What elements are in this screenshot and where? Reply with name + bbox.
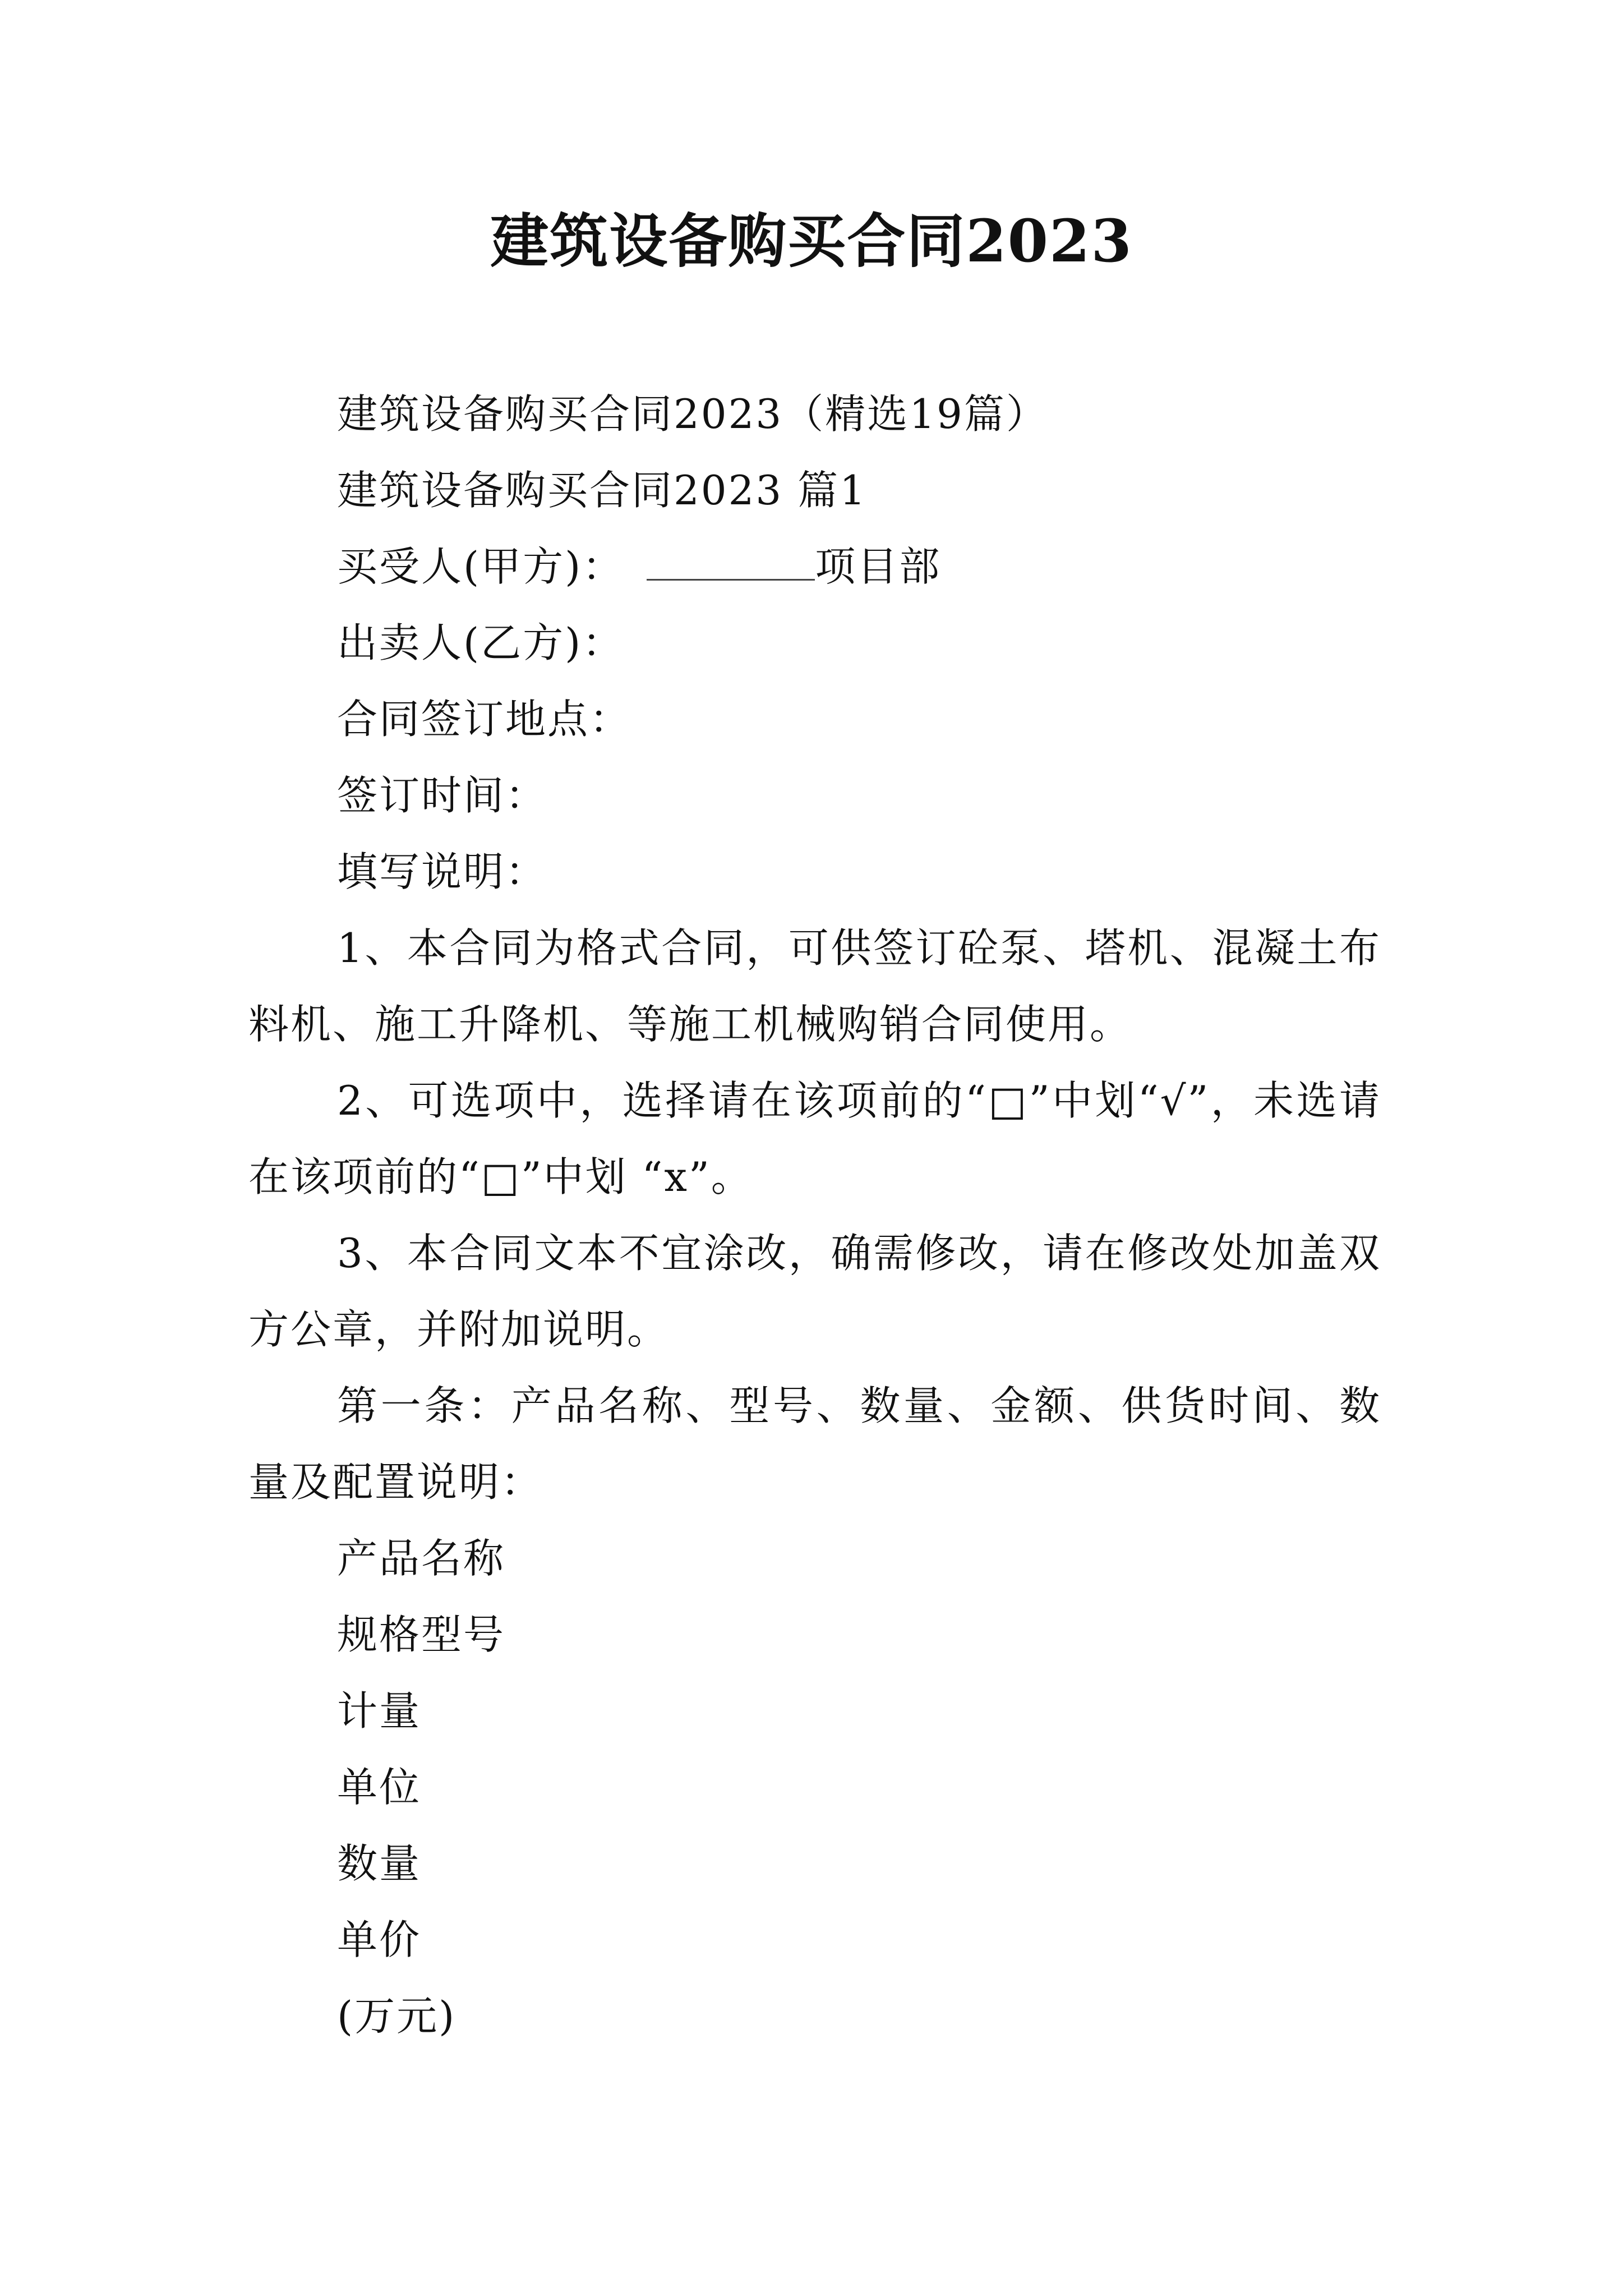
signing-time-line: 签订时间：: [337, 772, 548, 819]
field-measure: 计量: [337, 1687, 422, 1734]
seller-line: 出卖人(乙方)：: [337, 619, 625, 666]
document-body: [248, 376, 1381, 2054]
field-quantity: 数量: [337, 1840, 422, 1887]
field-unit: 单位: [337, 1764, 422, 1811]
buyer-line: [248, 528, 1381, 605]
document-title: 建筑设备购买合同2023: [490, 206, 1133, 275]
article-1: 第一条：产品名称、型号、数量、金额、供货时间、数量及配置说明：: [248, 1382, 1381, 1506]
field-product-name: 产品名称: [337, 1535, 506, 1582]
buyer-suffix: 项目部: [815, 543, 942, 590]
field-spec-model: 规格型号: [337, 1611, 506, 1658]
subtitle-line: 建筑设备购买合同2023（精选19篇）: [337, 390, 1048, 438]
buyer-blank: [647, 531, 815, 581]
instruction-3: 3、本合同文本不宜涂改，确需修改，请在修改处加盖双方公章，并附加说明。: [248, 1230, 1381, 1353]
buyer-label: 买受人(甲方)：: [337, 543, 625, 590]
signing-place-line: 合同签订地点：: [337, 696, 632, 743]
section-heading: 建筑设备购买合同2023 篇1: [337, 467, 867, 514]
field-price-unit: (万元): [337, 1993, 457, 2040]
instruction-1: 1、本合同为格式合同，可供签订砼泵、塔机、混凝土布料机、施工升降机、等施工机械购销合同使用。: [248, 924, 1381, 1048]
field-unit-price: 单价: [337, 1916, 422, 1963]
instructions-heading: 填写说明：: [337, 848, 548, 895]
instruction-2: 2、可选项中，选择请在该项前的“□”中划“√”，未选请在该项前的“□”中划 “x”。: [248, 1077, 1381, 1200]
